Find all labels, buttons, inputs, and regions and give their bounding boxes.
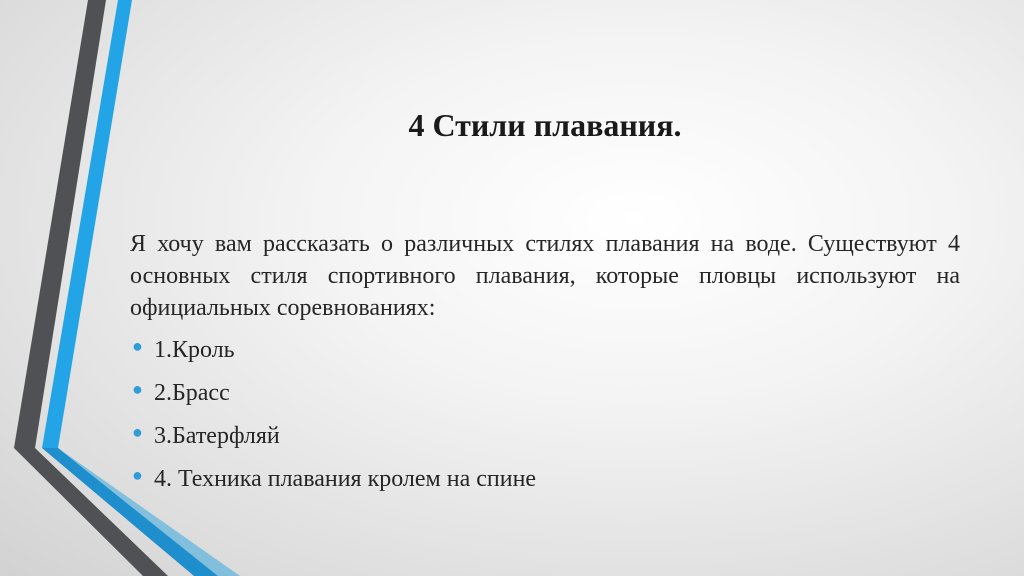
slide-title: 4 Стили плавания. — [408, 107, 682, 143]
bullet-icon: ● — [132, 336, 143, 356]
list-item — [130, 420, 960, 452]
intro-paragraph: Я хочу вам рассказать о различных стилях плавания на воде. Существуют 4 основных стиля спортивного плавания, которые пловцы используют на официальных соревнованиях: — [130, 231, 960, 321]
slide-body — [130, 228, 960, 506]
bullet-icon: ● — [132, 379, 143, 399]
list-item — [130, 463, 960, 495]
list-item — [130, 334, 960, 366]
list-item-text: 1.Кроль — [154, 337, 235, 363]
swimming-styles-list — [130, 334, 960, 495]
list-item-text: 2.Брасс — [154, 380, 230, 406]
list-item-text: 4. Техника плавания кролем на спине — [154, 466, 537, 492]
list-item-text: 3.Батерфляй — [154, 423, 280, 449]
bullet-icon: ● — [132, 465, 143, 485]
list-item — [130, 377, 960, 409]
bullet-icon: ● — [132, 422, 143, 442]
